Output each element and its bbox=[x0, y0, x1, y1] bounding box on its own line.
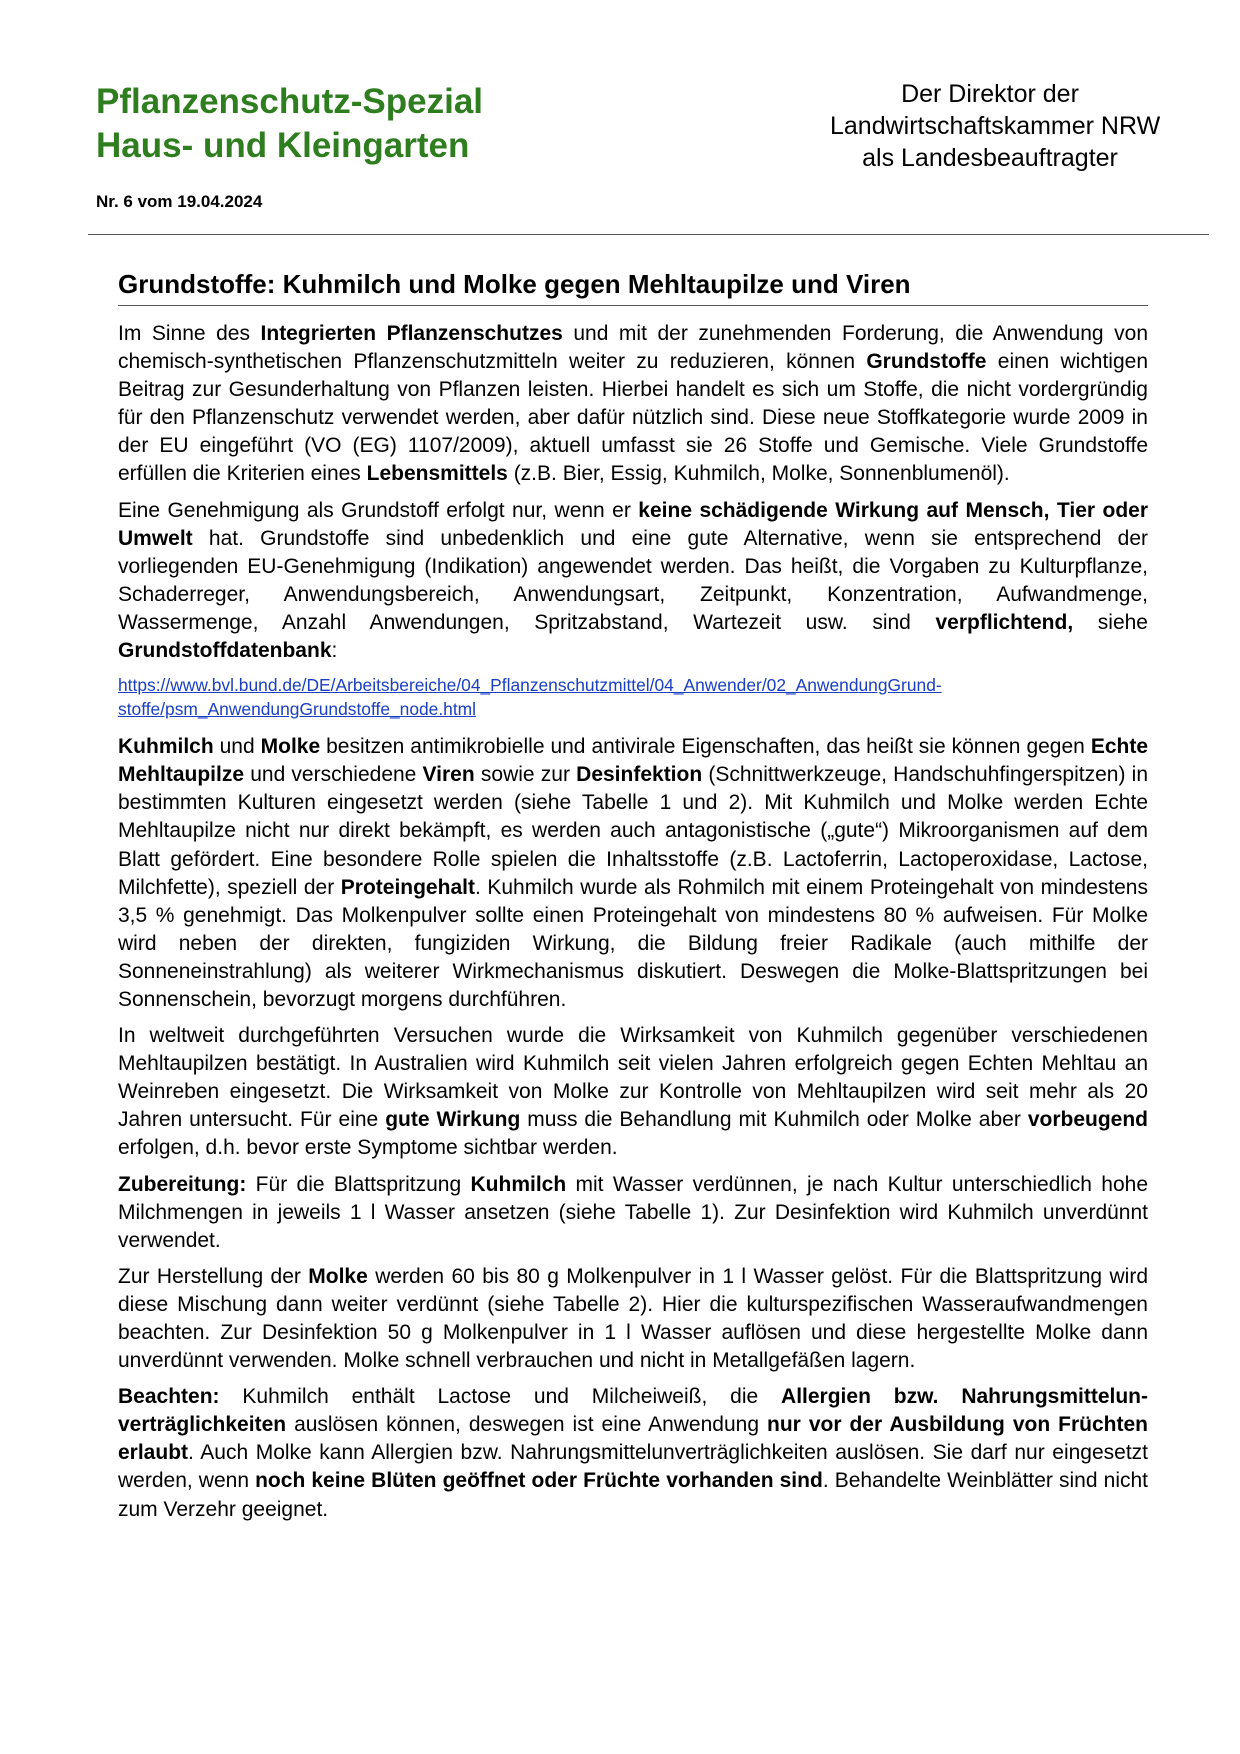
emphasis: Grundstoffe bbox=[866, 350, 987, 374]
text-run: und mit der zunehmenden Forderung, die Anwendung von chemisch-synthetischen Pflanzenschutzmitteln weiter zu reduzieren, können bbox=[118, 322, 1148, 374]
text-run: erfolgen, d.h. bevor erste Symptome sichtbar werden. bbox=[118, 1136, 618, 1160]
header-divider bbox=[88, 234, 1209, 235]
text-run: : bbox=[331, 639, 338, 663]
text-run: besitzen antimikrobielle und antivirale Eigenschaften, das heißt sie können gegen bbox=[320, 735, 1091, 759]
text-run: Eine Genehmigung als Grundstoff erfolgt nur, wenn er bbox=[118, 498, 639, 522]
emphasis: Beachten: bbox=[118, 1385, 220, 1409]
paragraph-approval bbox=[118, 497, 1148, 666]
text-run: In weltweit durchgeführten Versuchen wurde die Wirksamkeit von Kuhmilch gegenüber verschiedenen Mehltaupilzen bestätigt. In Australien wird Kuhmilch seit vielen Jahren erfolgreich gegen Echten Mehltau an Weinreben eingesetzt. Die Wirksamkeit von Molke zur Kontrolle von Mehltaupilzen wird seit mehr als 20 Jahren untersucht. Für eine bbox=[118, 1024, 1148, 1132]
issuer-line1: Der Direktor der bbox=[901, 80, 1079, 108]
newsletter-title-line2: Haus- und Kleingarten bbox=[96, 126, 470, 165]
article bbox=[118, 267, 1148, 1532]
newsletter-title-line1: Pflanzenschutz-Spezial bbox=[96, 82, 484, 121]
text-run: sowie zur bbox=[474, 763, 577, 787]
emphasis: Echte Mehltaupilze bbox=[118, 735, 1148, 787]
issuer-block bbox=[830, 78, 1161, 174]
text-run: auslösen können, deswegen ist eine Anwendung bbox=[286, 1413, 767, 1437]
emphasis: Allergien bzw. Nahrungsmittelunverträglichkeiten bbox=[118, 1385, 1148, 1437]
emphasis: Lebensmittels bbox=[366, 462, 508, 486]
database-link-line1[interactable]: https://www.bvl.bund.de/DE/Arbeitsbereiche/04_Pflanzenschutzmittel/04_Anwender/02_AnwendungGrund- bbox=[118, 675, 942, 696]
emphasis: Viren bbox=[422, 763, 475, 787]
emphasis: Integrierten Pflanzenschutzes bbox=[260, 322, 563, 345]
emphasis: Desinfektion bbox=[576, 763, 703, 787]
text-run: Kuhmilch enthält Lactose und Milcheiweiß, die bbox=[219, 1385, 782, 1409]
emphasis: Kuhmilch bbox=[118, 735, 214, 759]
text-run: siehe bbox=[1073, 610, 1148, 634]
text-run: Im Sinne des bbox=[118, 322, 261, 345]
emphasis: verpflichtend, bbox=[935, 610, 1074, 634]
database-link-line2[interactable]: stoffe/psm_AnwendungGrundstoffe_node.html bbox=[118, 699, 477, 720]
emphasis: Grundstoffdatenbank bbox=[118, 639, 332, 663]
text-run: Für die Blattspritzung bbox=[246, 1172, 471, 1196]
text-run: werden 60 bis 80 g Molkenpulver in 1 l Wasser gelöst. Für die Blattspritzung wird diese Mischung dann weiter verdünnt (siehe Tabelle 2). Hier die kulturspezifischen Wasseraufwandmengen beachten. Zur Desinfektion 50 g Molkenpulver in 1 l Wasser auflösen und diese hergestellte Molke dann unverdünnt verwenden. Molke schnell verbrauchen und nicht in Metallgefäßen lagern. bbox=[118, 1264, 1148, 1373]
database-link[interactable] bbox=[118, 673, 1148, 721]
text-run: mit Wasser verdünnen, je nach Kultur unterschiedlich hohe Milchmengen in jeweils 1 l Wasser ansetzen (siehe Tabelle 1). Zur Desinfektion wird Kuhmilch unverdünnt verwendet. bbox=[118, 1172, 1148, 1252]
emphasis: Zubereitung: bbox=[118, 1172, 247, 1196]
paragraph-intro bbox=[118, 320, 1148, 489]
text-run: einen wichtigen Beitrag zur Gesunderhaltung von Pflanzen leisten. Hierbei handelt es sich um Stoffe, die nicht vordergründig für den Pflanzenschutz verwendet werden, aber dafür nützlich sind. Diese neue Stoffkategorie wurde 2009 in der EU eingeführt (VO (EG) 1107/2009), aktuell umfasst sie 26 Stoffe und Gemische. Viele Grundstoffe erfüllen die Kriterien eines bbox=[118, 350, 1148, 486]
paragraph-whey bbox=[118, 1263, 1148, 1375]
text-run: (Schnittwerkzeuge, Handschuhfingerspitzen) in bestimmten Kulturen eingesetzt werden (siehe Tabelle 1 und 2). Mit Kuhmilch und Molke werden Echte Mehltaupilze nicht nur direkt bekämpft, es werden auch antagonistische („gute“) Mikroorganismen auf dem Blatt gefördert. Eine besondere Rolle spielen die Inhaltsstoffe (z.B. Lactoferrin, Lactoperoxidase, Lactose, Milchfette), speziell der bbox=[118, 763, 1148, 899]
text-run: muss die Behandlung mit Kuhmilch oder Molke aber bbox=[520, 1108, 1028, 1132]
text-run: hat. Grundstoffe sind unbedenklich und eine gute Alternative, wenn sie entsprechend der vorliegenden EU-Genehmigung (Indikation) angewendet werden. Das heißt, die Vorgaben zu Kulturpflanze, Schaderreger, Anwendungsbereich, Anwendungsart, Zeitpunkt, Konzentration, Aufwandmenge, Wassermenge, Anzahl Anwendungen, Spritzabstand, Wartezeit usw. sind bbox=[118, 526, 1148, 634]
text-run: . Behandelte Weinblätter sind nicht zum Verzehr geeignet. bbox=[118, 1469, 1148, 1521]
emphasis: nur vor der Ausbildung von Früchten erlaubt bbox=[118, 1413, 1148, 1465]
emphasis: keine schädigende Wirkung auf Mensch, Tier oder Umwelt bbox=[118, 498, 1148, 550]
text-run: (z.B. Bier, Essig, Kuhmilch, Molke, Sonnenblumenöl). bbox=[507, 462, 1010, 486]
text-run: und verschiedene bbox=[244, 763, 423, 787]
text-run: . Kuhmilch wurde als Rohmilch mit einem Proteingehalt von mindestens 3,5 % genehmigt. Das Molkenpulver sollte einen Proteingehalt von mindestens 80 % aufweisen. Für Molke wird neben der direkten, fungiziden Wirkung, die Bildung freier Radikale (auch mithilfe der Sonneneinstrahlung) als weiterer Wirkmechanismus diskutiert. Deswegen die Molke-Blattspritzungen bei Sonnenschein, bevorzugt morgens durchführen. bbox=[118, 875, 1148, 1011]
issuer-line2: Landwirtschaftskammer NRW bbox=[830, 112, 1161, 140]
paragraph-properties bbox=[118, 733, 1148, 1014]
emphasis: noch keine Blüten geöffnet oder Früchte vorhanden sind bbox=[255, 1469, 823, 1493]
emphasis: Molke bbox=[260, 735, 321, 759]
emphasis: Molke bbox=[308, 1264, 368, 1288]
text-run: . Auch Molke kann Allergien bzw. Nahrungsmittelunverträglichkeiten auslösen. Sie darf nur eingesetzt werden, wenn bbox=[118, 1441, 1148, 1493]
emphasis: Kuhmilch bbox=[470, 1172, 567, 1196]
text-run: Zur Herstellung der bbox=[118, 1264, 309, 1288]
newsletter-title bbox=[96, 80, 483, 168]
emphasis: gute Wirkung bbox=[385, 1108, 521, 1132]
text-run: und bbox=[213, 735, 261, 759]
emphasis: vorbeugend bbox=[1027, 1108, 1148, 1132]
emphasis: Proteingehalt bbox=[340, 875, 475, 899]
paragraph-notes bbox=[118, 1383, 1148, 1523]
issue-number: Nr. 6 vom 19.04.2024 bbox=[96, 192, 263, 211]
paragraph-trials bbox=[118, 1022, 1148, 1162]
paragraph-preparation bbox=[118, 1171, 1148, 1255]
article-heading: Grundstoffe: Kuhmilch und Molke gegen Mehltaupilze und Viren bbox=[118, 267, 1148, 306]
issuer-line3: als Landesbeauftragter bbox=[862, 144, 1118, 172]
